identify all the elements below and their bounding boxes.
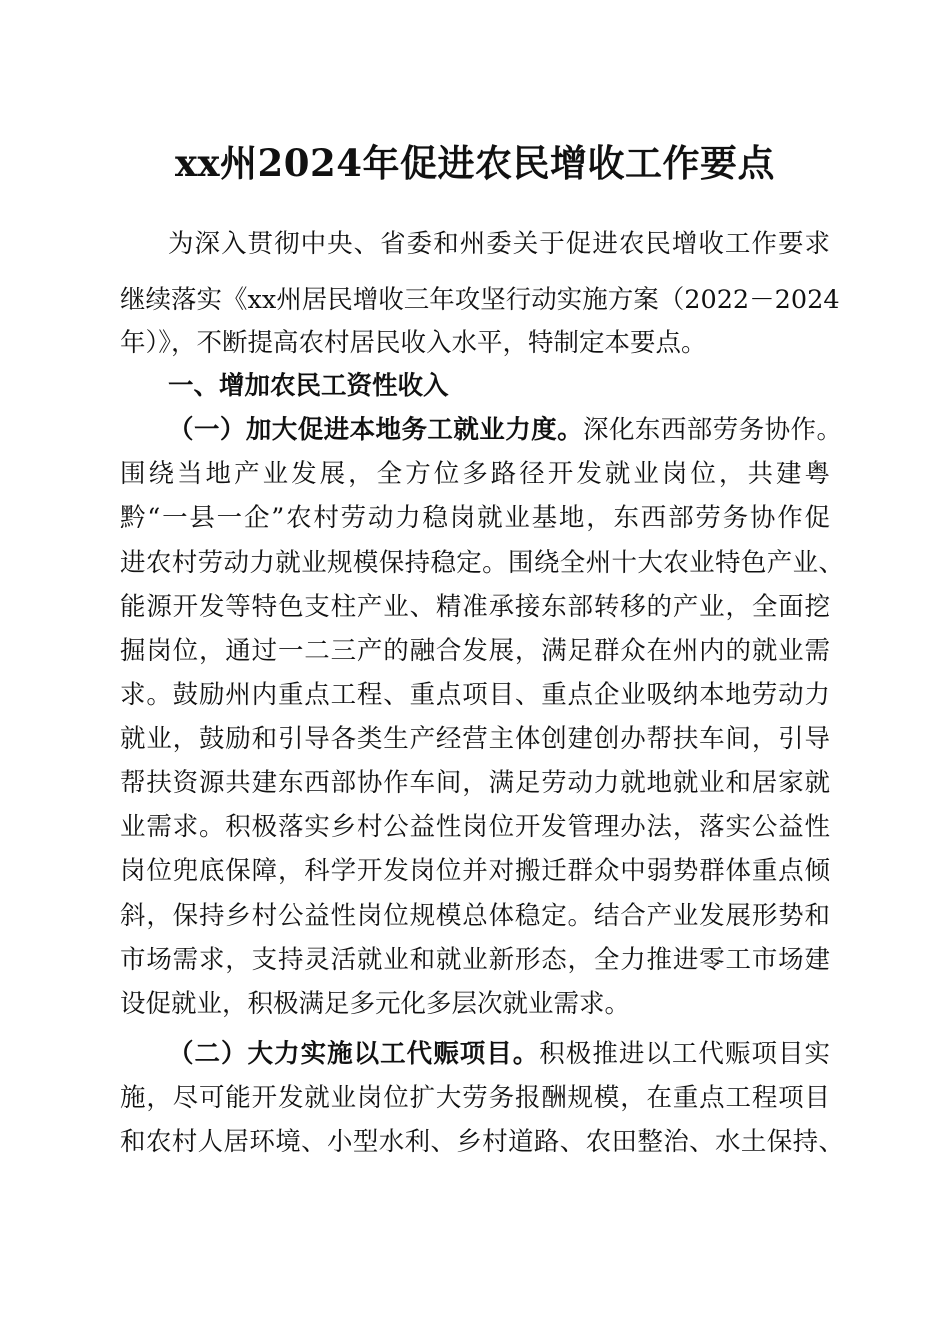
item-1-line-4: 能源开发等特色支柱产业、精准承接东部转移的产业，全面挖 [120,592,830,622]
item-1-line-3: 进农村劳动力就业规模保持稳定。围绕全州十大农业特色产业、 [120,548,844,578]
item-2-lead: （二）大力实施以工代赈项目。 [168,1039,540,1069]
intro-line-3: 年）》，不断提高农村居民收入水平，特制定本要点。 [120,328,707,358]
item-2-first-line [168,1032,830,1076]
item-1-line-1: 围绕当地产业发展，全方位多路径开发就业岗位，共建粤 [120,459,830,489]
item-2-first-line-rest: 积极推进以工代赈项目实 [539,1039,830,1069]
item-1-line-13: 设促就业，积极满足多元化多层次就业需求。 [120,989,631,1019]
document-title: xx州2024年促进农民增收工作要点 [174,141,776,185]
item-1-lead: （一）加大促进本地务工就业力度。 [168,415,584,445]
item-1-line-9: 业需求。积极落实乡村公益性岗位开发管理办法，落实公益性 [120,812,830,842]
section-1-heading: 一、增加农民工资性收入 [168,371,449,401]
intro-line-1: 为深入贯彻中央、省委和州委关于促进农民增收工作要求 [168,229,830,259]
item-1-line-5: 掘岗位，通过一二三产的融合发展，满足群众在州内的就业需 [120,636,830,666]
item-2-line-1: 施，尽可能开发就业岗位扩大劳务报酬规模，在重点工程项目 [120,1083,830,1113]
item-1-line-12: 市场需求，支持灵活就业和就业新形态，全力推进零工市场建 [120,945,830,975]
item-1-first-line [168,408,842,452]
intro-line-2: 继续落实《xx州居民增收三年攻坚行动实施方案（2022－2024 [120,285,840,315]
item-1-line-7: 就业，鼓励和引导各类生产经营主体创建创办帮扶车间，引导 [120,724,830,754]
item-1-line-6: 求。鼓励州内重点工程、重点项目、重点企业吸纳本地劳动力 [120,680,830,710]
item-1-first-line-rest: 深化东西部劳务协作。 [583,415,842,445]
item-1-line-10: 岗位兜底保障，科学开发岗位并对搬迁群众中弱势群体重点倾 [120,856,830,886]
item-2-line-2: 和农村人居环境、小型水利、乡村道路、农田整治、水土保持、 [120,1127,844,1157]
item-1-line-8: 帮扶资源共建东西部协作车间，满足劳动力就地就业和居家就 [120,768,830,798]
item-1-line-11: 斜，保持乡村公益性岗位规模总体稳定。结合产业发展形势和 [120,901,830,931]
item-1-line-2: 黔“一县一企”农村劳动力稳岗就业基地，东西部劳务协作促 [120,503,830,533]
